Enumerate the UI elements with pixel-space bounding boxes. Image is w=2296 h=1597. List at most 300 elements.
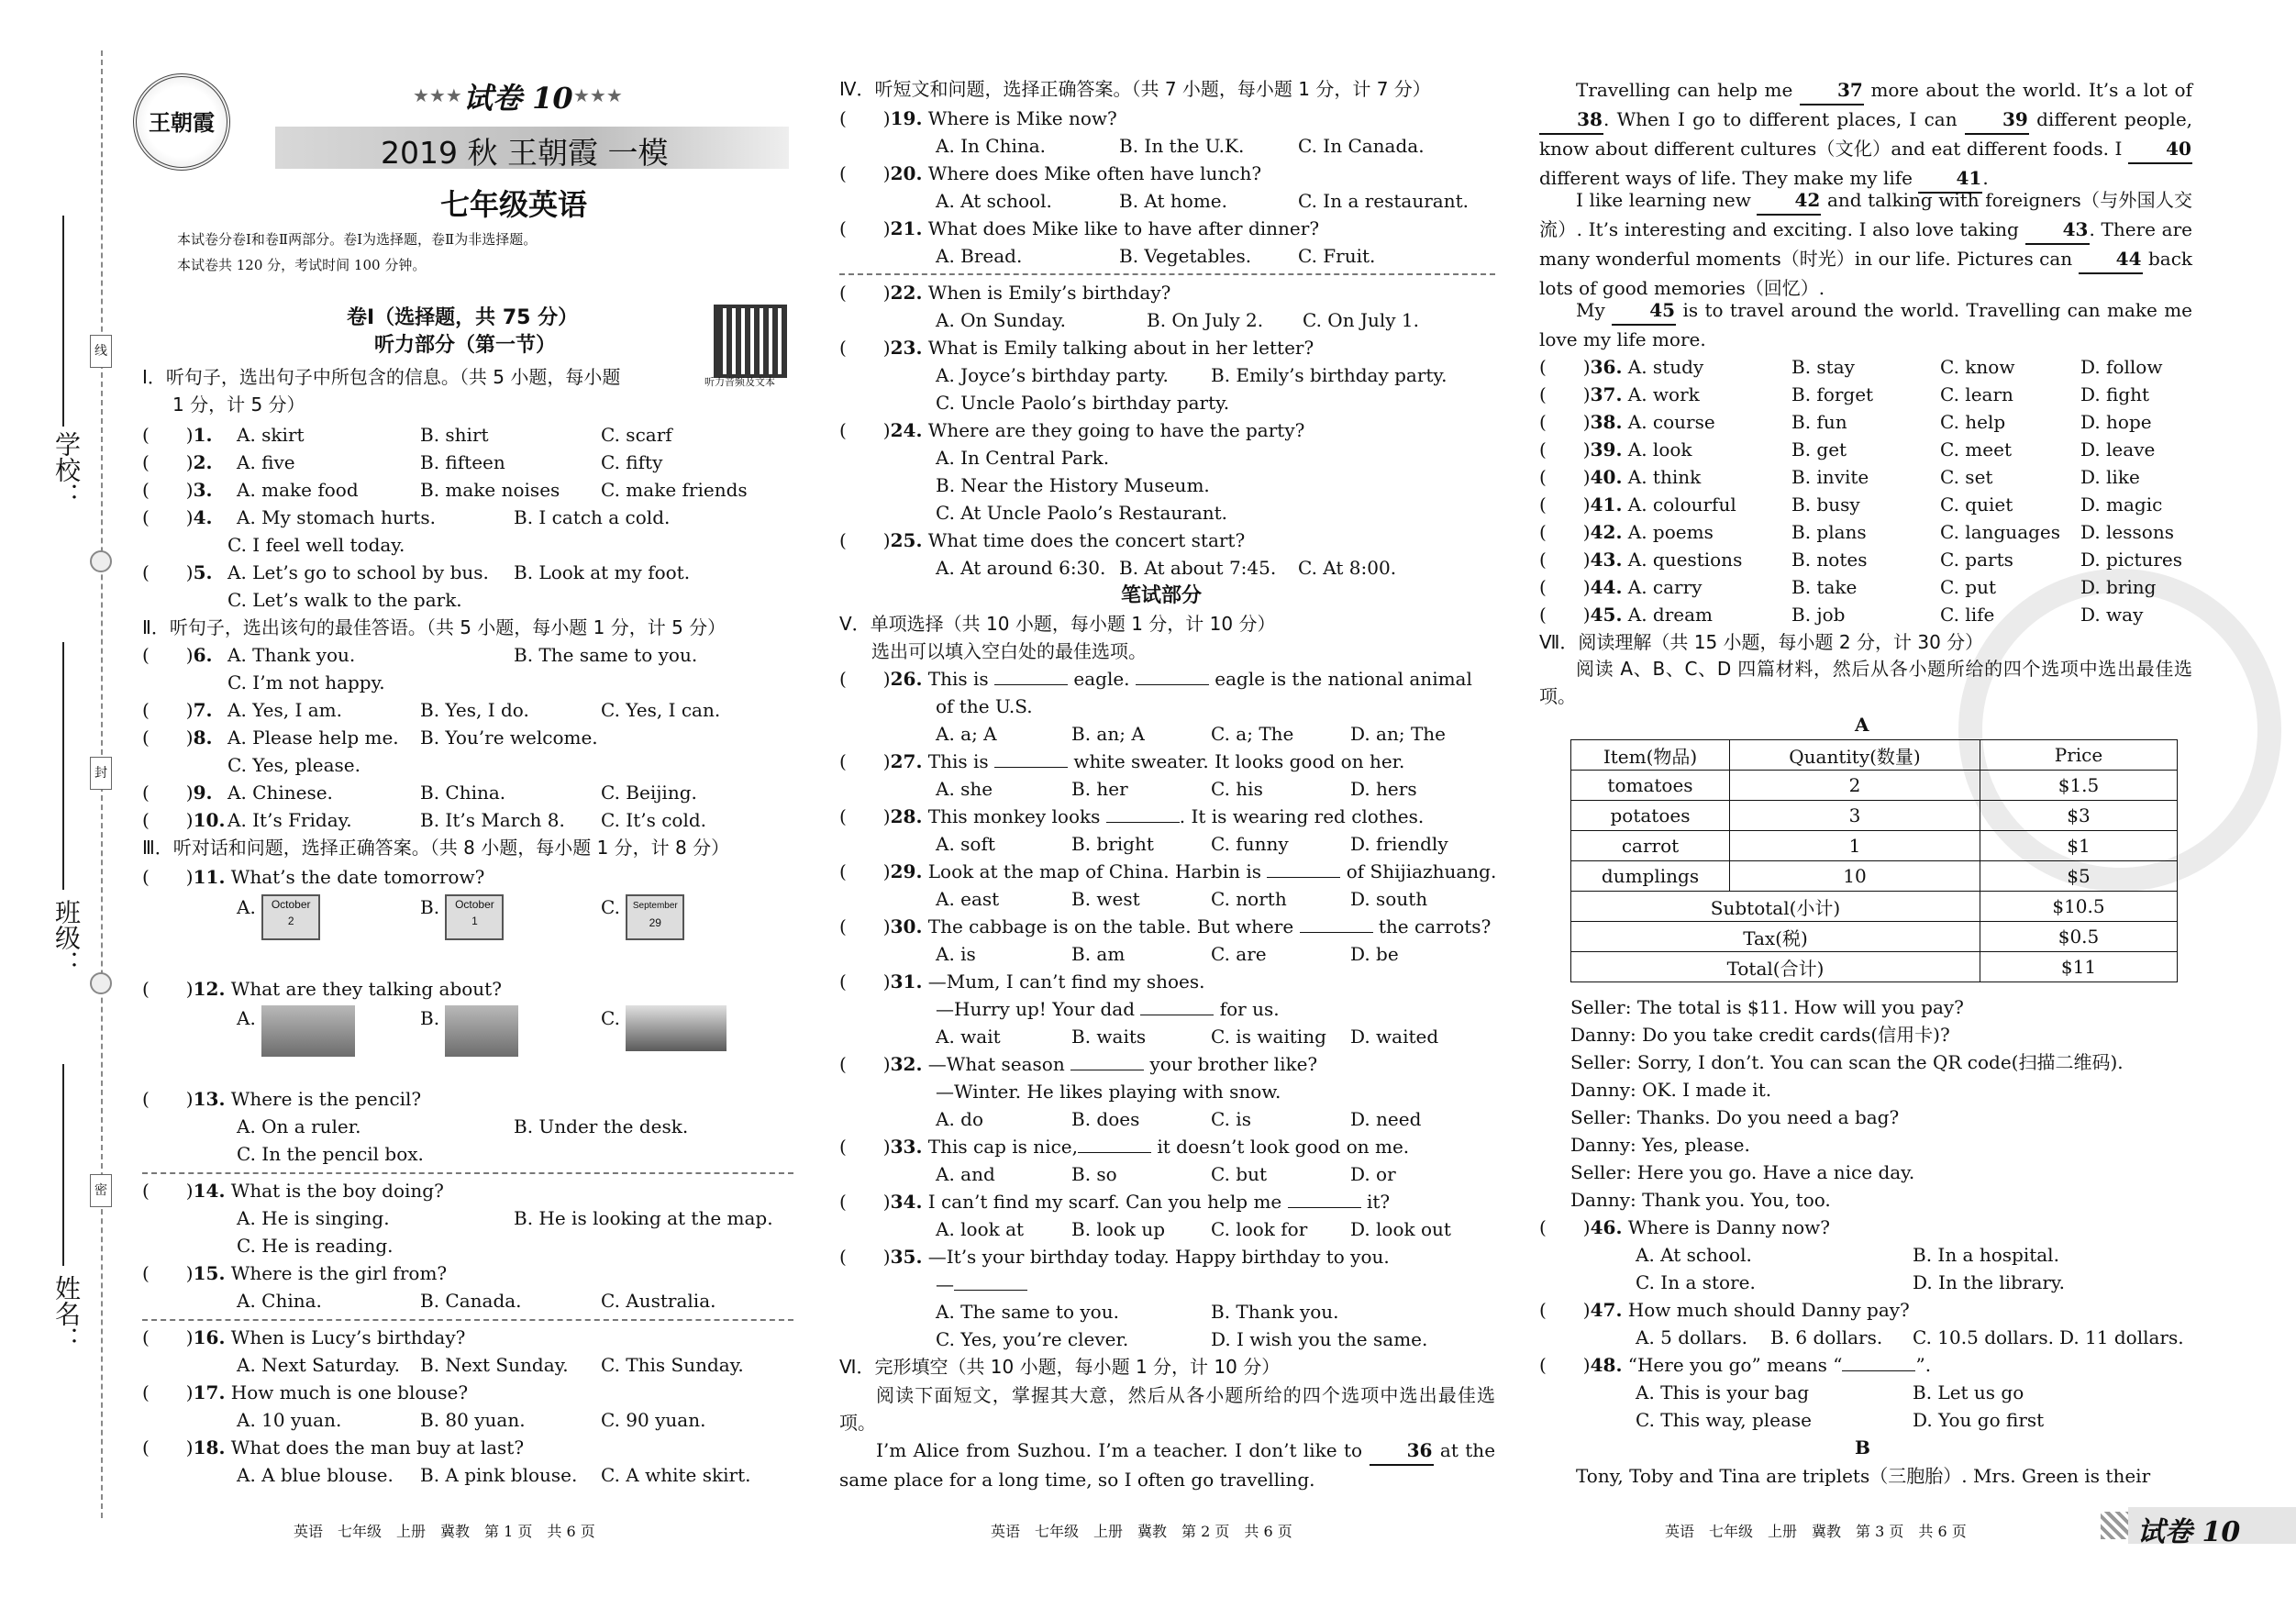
option-d[interactable]: D. waited	[1350, 1026, 1439, 1048]
question-41[interactable]: ( )41. A. colourful	[1539, 494, 1736, 516]
option-c[interactable]: C. is waiting	[1211, 1026, 1326, 1048]
option-c[interactable]: C. parts	[1940, 549, 2013, 571]
option-a[interactable]: A. 5 dollars.	[1636, 1326, 1747, 1348]
option-a[interactable]: A. Please help me.	[227, 726, 399, 749]
name-label: 姓名：	[51, 1275, 82, 1352]
option-b[interactable]: B. forget	[1791, 383, 1874, 405]
question-18[interactable]: ( )18. What does the man buy at last?	[142, 1436, 525, 1458]
option-d[interactable]: D. an; The	[1350, 723, 1446, 745]
table-header-cell: Quantity(数量)	[1730, 740, 1980, 771]
option-b[interactable]: B. plans	[1791, 521, 1867, 543]
option-b[interactable]: B. her	[1071, 778, 1128, 800]
reading-b-text: Tony, Toby and Tina are triplets（三胞胎）. Mrs. Green is their	[1576, 1465, 2151, 1487]
question-24[interactable]: ( )24. Where are they going to have the party?	[839, 419, 1305, 441]
option-b[interactable]: B. Thank you.	[1211, 1301, 1339, 1323]
option-c[interactable]: C. fifty	[601, 451, 663, 473]
option-c[interactable]: C. In Canada.	[1298, 135, 1425, 157]
question-1[interactable]: ( )1.	[142, 424, 213, 446]
option-a[interactable]: A. Chinese.	[227, 782, 333, 804]
option-c[interactable]: C. He is reading.	[237, 1235, 394, 1257]
question-32-cont: —Winter. He likes playing with snow.	[936, 1081, 1281, 1103]
option-c[interactable]: C. A white skirt.	[601, 1464, 751, 1486]
option-d[interactable]: D. way	[2080, 604, 2144, 626]
question-35[interactable]: ( )35. —It’s your birthday today. Happy birthday to you.	[839, 1246, 1390, 1268]
option-a[interactable]: A. she	[936, 778, 993, 800]
option-b[interactable]: B. Vegetables.	[1119, 245, 1252, 267]
option-a[interactable]: A. is	[936, 943, 976, 965]
paper-label: 试卷 10	[463, 81, 573, 116]
dialog-line: Seller: Sorry, I don’t. You can scan the QR code(扫描二维码).	[1570, 1051, 2124, 1073]
option-a[interactable]: A. This is your bag	[1636, 1381, 1810, 1403]
table-header-cell: Item(物品)	[1571, 740, 1730, 771]
option-b[interactable]: B. so	[1071, 1163, 1117, 1185]
question-48[interactable]: ( )48. “Here you go” means “ ”.	[1539, 1354, 1932, 1376]
option-a[interactable]: A. At school.	[936, 190, 1052, 212]
option-b[interactable]: B. Emily’s birthday party.	[1211, 364, 1447, 386]
option-d[interactable]: D. hers	[1350, 778, 1417, 800]
binding-mark-line: 线	[90, 335, 112, 368]
option-c[interactable]: C. In a restaurant.	[1298, 190, 1469, 212]
option-c[interactable]: C. Beijing.	[601, 782, 697, 804]
option-b[interactable]: B. does	[1071, 1108, 1140, 1130]
blank-44[interactable]: 44	[2079, 245, 2143, 274]
question-26-cont: of the U.S.	[936, 695, 1033, 717]
option-c[interactable]: C. Uncle Paolo’s birthday party.	[936, 392, 1230, 414]
option-c[interactable]: C. help	[1940, 411, 2006, 433]
option-b[interactable]: B. Near the History Museum.	[936, 474, 1210, 496]
option-c[interactable]: C. set	[1940, 466, 1993, 488]
option-a[interactable]: A. Thank you.	[227, 644, 356, 666]
section-1-title: Ⅰ．听句子，选出句子中所包含的信息。（共 5 小题，每小题	[142, 366, 621, 388]
option-c[interactable]: C. Fruit.	[1298, 245, 1376, 267]
option-b[interactable]: B. Look at my foot.	[514, 561, 691, 583]
option-d[interactable]: D. like	[2080, 466, 2140, 488]
option-a[interactable]: A. make food	[237, 479, 359, 501]
qr-caption: 听力音频及文本	[704, 376, 775, 388]
photo-icon	[626, 1005, 727, 1051]
option-c[interactable]: C. scarf	[601, 424, 672, 446]
question-15[interactable]: ( )15. Where is the girl from?	[142, 1262, 448, 1284]
option-b[interactable]: B. Next Sunday.	[420, 1354, 569, 1376]
option-a[interactable]: A. At around 6:30.	[936, 557, 1106, 579]
table-row: potatoes 3 $3	[1571, 801, 2178, 831]
option-b[interactable]: B. shirt	[420, 424, 489, 446]
option-b[interactable]: B. I catch a cold.	[514, 506, 671, 528]
option-a[interactable]: A. look at	[936, 1218, 1025, 1240]
note-1: 本试卷分卷Ⅰ和卷Ⅱ两部分。卷Ⅰ为选择题，卷Ⅱ为非选择题。	[177, 231, 538, 248]
question-31-cont[interactable]: —Hurry up! Your dad for us.	[936, 998, 1280, 1020]
option-c[interactable]: C. Australia.	[601, 1290, 716, 1312]
option-d[interactable]: D. In the library.	[1913, 1271, 2065, 1293]
option-b[interactable]: B. 6 dollars.	[1770, 1326, 1883, 1348]
option-a[interactable]: A. and	[936, 1163, 995, 1185]
option-b[interactable]: B. take	[1791, 576, 1858, 598]
section-6-title: Ⅵ．完形填空（共 10 小题，每小题 1 分，计 10 分）	[839, 1356, 1281, 1378]
option-b[interactable]: B. He is looking at the map.	[514, 1207, 773, 1229]
question-27[interactable]: ( )27. This is white sweater. It looks good on her.	[839, 750, 1405, 772]
option-c[interactable]: C. This way, please	[1636, 1409, 1813, 1431]
option-c[interactable]: C. I’m not happy.	[227, 671, 385, 693]
blank[interactable]	[1078, 1152, 1151, 1153]
question-43[interactable]: ( )43. A. questions	[1539, 549, 1743, 571]
option-b[interactable]: B. get	[1791, 438, 1847, 460]
option-a[interactable]: A. He is singing.	[237, 1207, 390, 1229]
option-b[interactable]: B. You’re welcome.	[420, 726, 598, 749]
option-b[interactable]: B. On July 2.	[1147, 309, 1264, 331]
cloze-paragraph-2: I like learning new 42 and talking with foreigners（与外国人交流）. It’s interesting and exciting. I also love taking 43. There are many wonderful moments（时光）in our life. Pictures can 44 back lots of good memories（回忆）.	[1539, 186, 2192, 302]
option-d[interactable]: D. pictures	[2080, 549, 2183, 571]
option-a[interactable]: A. My stomach hurts.	[237, 506, 436, 528]
cloze-paragraph-3: My 45 is to travel around the world. Travelling can make me love my life more.	[1539, 296, 2192, 353]
class-label: 班级：	[51, 899, 82, 976]
section-5-title: Ⅴ．单项选择（共 10 小题，每小题 1 分，计 10 分）	[839, 613, 1276, 635]
option-a[interactable]: A. Next Saturday.	[237, 1354, 400, 1376]
option-c[interactable]: C. quiet	[1940, 494, 2013, 516]
blank-38[interactable]: 38	[1539, 105, 1603, 135]
option-b[interactable]: B. Yes, I do.	[420, 699, 529, 721]
option-a[interactable]: A. The same to you.	[936, 1301, 1119, 1323]
option-b[interactable]: B. It’s March 8.	[420, 809, 565, 831]
option-b[interactable]: B. In a hospital.	[1913, 1244, 2059, 1266]
option-c[interactable]: C.	[601, 1005, 727, 1051]
option-c[interactable]: C. It’s cold.	[601, 809, 707, 831]
question-44[interactable]: ( )44. A. carry	[1539, 576, 1703, 598]
blank-42[interactable]: 42	[1757, 186, 1821, 216]
option-d[interactable]: D. look out	[1350, 1218, 1451, 1240]
blank[interactable]	[954, 1290, 1027, 1291]
price-table	[1570, 739, 2178, 982]
option-b[interactable]: B. west	[1071, 888, 1140, 910]
total-row: Total(合计) $11	[1571, 952, 2178, 982]
section-2-title: Ⅱ．听句子，选出该句的最佳答语。（共 5 小题，每小题 1 分，计 5 分）	[142, 616, 727, 638]
option-a[interactable]: A. soft	[936, 833, 995, 855]
stars-left-icon: ★★★	[413, 84, 462, 106]
dialog-line: Danny: OK. I made it.	[1570, 1079, 1772, 1101]
binding-hole-icon	[90, 550, 112, 572]
blank[interactable]	[1300, 932, 1373, 933]
page-footer-2: 英语 七年级 上册 冀教 第 2 页 共 6 页	[991, 1523, 1292, 1540]
part1-title: 卷Ⅰ（选择题，共 75 分）	[347, 306, 579, 329]
question-37[interactable]: ( )37. A. work	[1539, 383, 1700, 405]
option-c[interactable]: C. make friends	[601, 479, 748, 501]
option-c[interactable]: C. meet	[1940, 438, 2012, 460]
option-a[interactable]: A. wait	[936, 1026, 1001, 1048]
section-6-note: 阅读下面短文，掌握其大意，然后从各小题所给的四个选项中选出最佳选项。	[839, 1384, 1495, 1434]
option-c[interactable]: C. Let’s walk to the park.	[227, 589, 462, 611]
option-c[interactable]: C. a; The	[1211, 723, 1294, 745]
cloze-paragraph-0: I’m Alice from Suzhou. I’m a teacher. I don’t like to 36 at the same place for a long time, so I often go travelling.	[839, 1436, 1495, 1493]
option-a[interactable]: A. do	[936, 1108, 984, 1130]
question-21[interactable]: ( )21. What does Mike like to have after dinner?	[839, 217, 1320, 239]
option-b[interactable]: B. waits	[1071, 1026, 1147, 1048]
school-field[interactable]	[62, 216, 64, 427]
option-c[interactable]: C. learn	[1940, 383, 2013, 405]
option-a[interactable]: A. a; A	[936, 723, 997, 745]
binding-hole-icon	[90, 972, 112, 994]
option-d[interactable]: D. or	[1350, 1163, 1396, 1185]
question-26[interactable]: ( )26. This is eagle. eagle is the national animal	[839, 668, 1472, 690]
option-a[interactable]: A. A blue blouse.	[237, 1464, 394, 1486]
section-4-title: Ⅳ．听短文和问题，选择正确答案。（共 7 小题，每小题 1 分，计 7 分）	[839, 78, 1431, 100]
divider	[839, 273, 1495, 275]
option-b[interactable]: B. notes	[1791, 549, 1868, 571]
question-5[interactable]: ( )5.	[142, 561, 213, 583]
option-a[interactable]: A. 10 yuan.	[237, 1409, 342, 1431]
option-c[interactable]: C. In the pencil box.	[237, 1143, 424, 1165]
option-c[interactable]: C. September 29	[601, 894, 684, 940]
option-b[interactable]: B. bright	[1071, 833, 1154, 855]
option-c[interactable]: C. life	[1940, 604, 1995, 626]
option-c[interactable]: C. This Sunday.	[601, 1354, 744, 1376]
option-d[interactable]: D. fight	[2080, 383, 2150, 405]
calendar-icon: October 2	[261, 894, 320, 940]
option-c[interactable]: C. north	[1211, 888, 1287, 910]
blank[interactable]	[994, 684, 1068, 685]
logo-text: 王朝霞	[149, 109, 215, 136]
blank[interactable]	[1288, 1207, 1361, 1208]
calendar-icon: September 29	[626, 894, 684, 940]
table-row: dumplings 10 $5	[1571, 861, 2178, 892]
class-field[interactable]	[62, 642, 64, 890]
option-a[interactable]: A. skirt	[237, 424, 305, 446]
blank-45[interactable]: 45	[1612, 296, 1676, 326]
option-c[interactable]: C. know	[1940, 356, 2015, 378]
dialog-line: Seller: The total is $11. How will you pay?	[1570, 996, 1964, 1018]
question-34[interactable]: ( )34. I can’t find my scarf. Can you help me it?	[839, 1191, 1391, 1213]
question-19[interactable]: ( )19. Where is Mike now?	[839, 107, 1117, 129]
logo-seal	[133, 73, 230, 171]
blank[interactable]	[1842, 1370, 1915, 1371]
option-c[interactable]: C. is	[1211, 1108, 1251, 1130]
divider	[142, 1172, 793, 1174]
blank-41[interactable]: 41	[1918, 164, 1982, 194]
cloze-paragraph-1: Travelling can help me 37 more about the world. It’s a lot of 38. When I go to different places, I can 39 different people, know about different cultures（文化）and eat different foods. I 40 different ways of life. They make my life 41.	[1539, 76, 2192, 194]
option-a[interactable]: A. China.	[237, 1290, 322, 1312]
question-30[interactable]: ( )30. The cabbage is on the table. But where the carrots?	[839, 915, 1492, 937]
question-8[interactable]: ( )8.	[142, 726, 213, 749]
option-d[interactable]: D. You go first	[1913, 1409, 2045, 1431]
question-39[interactable]: ( )39. A. look	[1539, 438, 1692, 460]
option-a[interactable]: A. five	[237, 451, 295, 473]
option-d[interactable]: D. friendly	[1350, 833, 1448, 855]
question-32[interactable]: ( )32. —What season your brother like?	[839, 1053, 1318, 1075]
question-42[interactable]: ( )42. A. poems	[1539, 521, 1714, 543]
option-b[interactable]: B. make noises	[420, 479, 560, 501]
option-d[interactable]: D. follow	[2080, 356, 2163, 378]
option-a[interactable]: A. Joyce’s birthday party.	[936, 364, 1169, 386]
question-4[interactable]: ( )4.	[142, 506, 213, 528]
question-23[interactable]: ( )23. What is Emily talking about in her letter?	[839, 337, 1314, 359]
footer-paper-label: 试卷 10	[2137, 1516, 2241, 1548]
question-35-cont[interactable]: —	[936, 1271, 1027, 1297]
table-row: carrot 1 $1	[1571, 831, 2178, 861]
question-31[interactable]: ( )31. —Mum, I can’t find my shoes.	[839, 970, 1205, 993]
option-b[interactable]: B.	[420, 1005, 518, 1057]
question-7[interactable]: ( )7.	[142, 699, 213, 721]
question-47[interactable]: ( )47. How much should Danny pay?	[1539, 1299, 1910, 1321]
option-a[interactable]: A. In China.	[936, 135, 1047, 157]
blank-40[interactable]: 40	[2128, 135, 2192, 164]
option-a[interactable]: A. In Central Park.	[936, 447, 1110, 469]
dialog-line: Seller: Here you go. Have a nice day.	[1570, 1161, 1915, 1183]
question-13[interactable]: ( )13. Where is the pencil?	[142, 1088, 422, 1110]
option-d[interactable]: D. lessons	[2080, 521, 2174, 543]
option-b[interactable]: B. job	[1791, 604, 1846, 626]
option-b[interactable]: B. busy	[1791, 494, 1860, 516]
question-22[interactable]: ( )22. When is Emily’s birthday?	[839, 282, 1171, 304]
question-12[interactable]: ( )12. What are they talking about?	[142, 978, 502, 1000]
option-d[interactable]: D. leave	[2080, 438, 2156, 460]
question-40[interactable]: ( )40. A. think	[1539, 466, 1702, 488]
option-c[interactable]: C. but	[1211, 1163, 1268, 1185]
dialog-line: Danny: Yes, please.	[1570, 1134, 1750, 1156]
option-c[interactable]: C. At 8:00.	[1298, 557, 1397, 579]
question-28[interactable]: ( )28. This monkey looks . It is wearing red clothes.	[839, 805, 1425, 827]
option-c[interactable]: C. 10.5 dollars.	[1913, 1326, 2054, 1348]
option-b[interactable]: B. Let us go	[1913, 1381, 2024, 1403]
option-c[interactable]: C. look for	[1211, 1218, 1308, 1240]
table-header-cell: Price	[1980, 740, 2178, 771]
option-c[interactable]: C. On July 1.	[1303, 309, 1419, 331]
section-1-title-b: 1 分，计 5 分）	[172, 394, 305, 416]
tax-row: Tax(税) $0.5	[1571, 922, 2178, 952]
option-a[interactable]: A.	[237, 1005, 355, 1057]
stars-right-icon: ★★★	[573, 84, 623, 106]
table-row: tomatoes 2 $1.5	[1571, 771, 2178, 801]
exam-title: 2019 秋 王朝霞 一模	[381, 135, 669, 171]
question-38[interactable]: ( )38. A. course	[1539, 411, 1715, 433]
option-d[interactable]: D. hope	[2080, 411, 2152, 433]
blank-39[interactable]: 39	[1965, 105, 2029, 135]
question-25[interactable]: ( )25. What time does the concert start?	[839, 529, 1246, 551]
option-c[interactable]: C. languages	[1940, 521, 2061, 543]
blank-43[interactable]: 43	[2025, 216, 2090, 245]
divider	[142, 1319, 793, 1321]
question-6[interactable]: ( )6.	[142, 644, 213, 666]
option-b[interactable]: B. am	[1071, 943, 1126, 965]
option-b[interactable]: B. The same to you.	[514, 644, 698, 666]
option-b[interactable]: B. At home.	[1119, 190, 1227, 212]
option-a[interactable]: A. east	[936, 888, 1000, 910]
reading-b-label: B	[1855, 1436, 1870, 1458]
option-b[interactable]: B. an; A	[1071, 723, 1145, 745]
binding-mark-secret: 密	[90, 1174, 112, 1207]
option-d[interactable]: D. be	[1350, 943, 1399, 965]
binding-mark-seal: 封	[90, 757, 112, 790]
option-d[interactable]: D. south	[1350, 888, 1428, 910]
option-c[interactable]: C. his	[1211, 778, 1263, 800]
question-11[interactable]: ( )11. What’s the date tomorrow?	[142, 866, 485, 888]
table-header-row	[1571, 740, 2178, 771]
option-b[interactable]: B. 80 yuan.	[420, 1409, 526, 1431]
option-c[interactable]: C. Yes, I can.	[601, 699, 721, 721]
name-field[interactable]	[62, 1064, 64, 1266]
option-d[interactable]: D. magic	[2080, 494, 2163, 516]
blank[interactable]	[1136, 684, 1209, 685]
reading-a-label: A	[1855, 714, 1869, 736]
option-d[interactable]: D. need	[1350, 1108, 1422, 1130]
option-b[interactable]: B. invite	[1791, 466, 1869, 488]
listening-subtitle: 听力部分（第一节）	[374, 334, 557, 357]
page-footer-1: 英语 七年级 上册 冀教 第 1 页 共 6 页	[294, 1523, 595, 1540]
question-9[interactable]: ( )9.	[142, 782, 213, 804]
question-29[interactable]: ( )29. Look at the map of China. Harbin is of Shijiazhuang.	[839, 860, 1497, 882]
option-d[interactable]: D. bring	[2080, 576, 2157, 598]
dialog-line: Danny: Thank you. You, too.	[1570, 1189, 1831, 1211]
calendar-icon: October 1	[445, 894, 504, 940]
section-5-note: 选出可以填入空白处的最佳选项。	[871, 640, 1147, 662]
option-b[interactable]: B. fun	[1791, 411, 1847, 433]
option-c[interactable]: C. Yes, you’re clever.	[936, 1328, 1129, 1350]
option-c[interactable]: C. 90 yuan.	[601, 1409, 706, 1431]
page-footer-3: 英语 七年级 上册 冀教 第 3 页 共 6 页	[1665, 1523, 1967, 1540]
blank-36[interactable]: 36	[1370, 1436, 1434, 1466]
option-a[interactable]: A. Bread.	[936, 245, 1023, 267]
option-c[interactable]: C. put	[1940, 576, 1997, 598]
question-16[interactable]: ( )16. When is Lucy’s birthday?	[142, 1326, 466, 1348]
option-b[interactable]: B. A pink blouse.	[420, 1464, 578, 1486]
subtotal-row: Subtotal(小计) $10.5	[1571, 892, 2178, 922]
question-3[interactable]: ( )3.	[142, 479, 213, 501]
question-14[interactable]: ( )14. What is the boy doing?	[142, 1180, 444, 1202]
option-b[interactable]: B. In the U.K.	[1119, 135, 1245, 157]
photo-icon	[261, 1005, 355, 1057]
option-b[interactable]: B. look up	[1071, 1218, 1166, 1240]
option-b[interactable]: B. stay	[1791, 356, 1855, 378]
photo-icon	[445, 1005, 518, 1057]
blank[interactable]	[1267, 877, 1340, 878]
question-10[interactable]: ( )10.	[142, 809, 226, 831]
option-b[interactable]: B. October 1	[420, 894, 504, 940]
option-b[interactable]: B. Under the desk.	[514, 1115, 689, 1137]
option-c[interactable]: C. Yes, please.	[227, 754, 360, 776]
option-a[interactable]: A. On a ruler.	[237, 1115, 361, 1137]
option-b[interactable]: B. China.	[420, 782, 506, 804]
option-a[interactable]: A. On Sunday.	[936, 309, 1066, 331]
question-36[interactable]: ( )36. A. study	[1539, 356, 1704, 378]
blank-37[interactable]: 37	[1800, 76, 1864, 105]
question-45[interactable]: ( )45. A. dream	[1539, 604, 1714, 626]
option-d[interactable]: D. I wish you the same.	[1211, 1328, 1428, 1350]
question-46[interactable]: ( )46. Where is Danny now?	[1539, 1216, 1830, 1238]
option-b[interactable]: B. At about 7:45.	[1119, 557, 1277, 579]
blank[interactable]	[1106, 822, 1180, 823]
school-label: 学校：	[51, 431, 82, 508]
option-d[interactable]: D. 11 dollars.	[2059, 1326, 2184, 1348]
option-a[interactable]: A. Yes, I am.	[227, 699, 342, 721]
option-a[interactable]: A. At school.	[1636, 1244, 1752, 1266]
option-c[interactable]: C. I feel well today.	[227, 534, 405, 556]
option-c[interactable]: C. are	[1211, 943, 1267, 965]
option-a[interactable]: A. It’s Friday.	[227, 809, 352, 831]
section-7-note: 阅读 A、B、C、D 四篇材料，然后从各小题所给的四个选项中选出最佳选项。	[1539, 658, 2192, 707]
option-c[interactable]: C. In a store.	[1636, 1271, 1756, 1293]
question-17[interactable]: ( )17. How much is one blouse?	[142, 1381, 469, 1403]
option-a[interactable]: A. October 2	[237, 894, 320, 940]
note-2: 本试卷共 120 分，考试时间 100 分钟。	[177, 257, 427, 273]
question-33[interactable]: ( )33. This cap is nice, it doesn’t look good on me.	[839, 1136, 1410, 1158]
question-20[interactable]: ( )20. Where does Mike often have lunch?	[839, 162, 1262, 184]
qr-code-icon[interactable]	[714, 305, 787, 378]
option-c[interactable]: C. At Uncle Paolo’s Restaurant.	[936, 502, 1228, 524]
written-part-title: 笔试部分	[1121, 584, 1203, 607]
option-b[interactable]: B. fifteen	[420, 451, 505, 473]
option-a[interactable]: A. Let’s go to school by bus.	[227, 561, 489, 583]
option-c[interactable]: C. funny	[1211, 833, 1289, 855]
option-b[interactable]: B. Canada.	[420, 1290, 522, 1312]
blank[interactable]	[994, 767, 1068, 768]
question-2[interactable]: ( )2.	[142, 451, 213, 473]
